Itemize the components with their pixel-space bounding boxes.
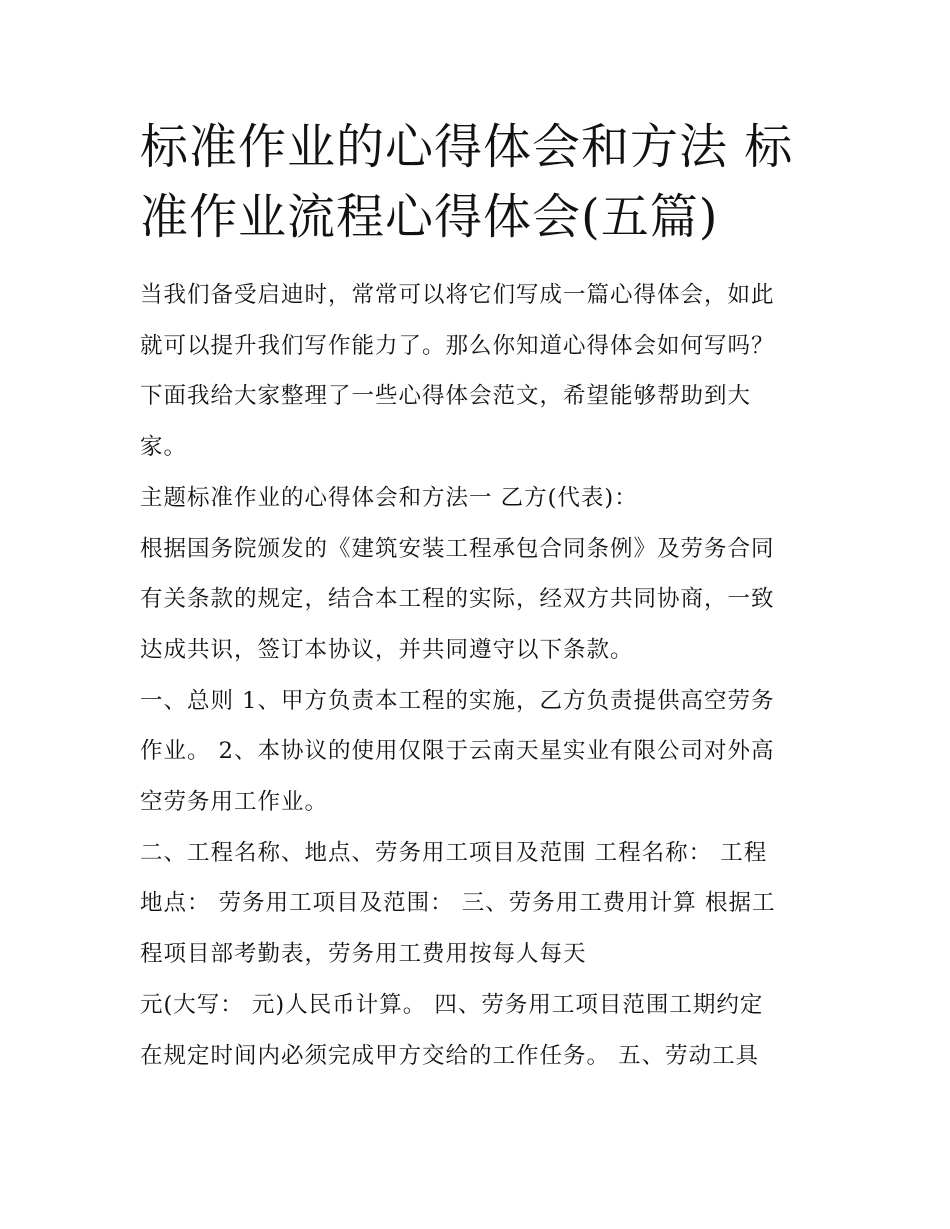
text-line: 达成共识，签订本协议，并共同遵守以下条款。: [140, 636, 634, 663]
document-title: [140, 112, 812, 252]
text-line: 有关条款的规定，结合本工程的实际，经双方共同协商，一致: [140, 586, 775, 613]
title-line: 准作业流程心得体会(五篇): [140, 189, 719, 245]
title-line: 标准作业的心得体会和方法 标: [140, 119, 794, 175]
document-body: [140, 270, 812, 1081]
text-line: 就可以提升我们写作能力了。那么你知道心得体会如何写吗？: [140, 332, 775, 359]
text-line: 家。: [140, 434, 188, 461]
text-line: 地点： 劳务用工项目及范围： 三、劳务用工费用计算 根据工: [140, 890, 776, 917]
text-line: 作业。 2、本协议的使用仅限于云南天星实业有限公司对外高: [140, 738, 775, 765]
text-line: 在规定时间内必须完成甲方交给的工作任务。 五、劳动工具: [140, 1042, 760, 1069]
text-line: 元(大写： 元)人民币计算。 四、劳务用工项目范围工期约定: [140, 991, 764, 1018]
text-line: 下面我给大家整理了一些心得体会范文，希望能够帮助到大: [140, 383, 752, 410]
text-line: 一、总则 1、甲方负责本工程的实施，乙方负责提供高空劳务: [140, 687, 775, 714]
text-line: 二、工程名称、地点、劳务用工项目及范围 工程名称： 工程: [140, 839, 768, 866]
text-line: 主题标准作业的心得体会和方法一 乙方(代表)：: [140, 484, 638, 511]
text-line: 根据国务院颁发的《建筑安装工程承包合同条例》及劳务合同: [140, 535, 775, 562]
document-page: [140, 112, 812, 1081]
text-line: 程项目部考勤表，劳务用工费用按每人每天: [140, 941, 587, 968]
text-line: 当我们备受启迪时，常常可以将它们写成一篇心得体会，如此: [140, 282, 775, 308]
text-line: 空劳务用工作业。: [140, 789, 329, 816]
